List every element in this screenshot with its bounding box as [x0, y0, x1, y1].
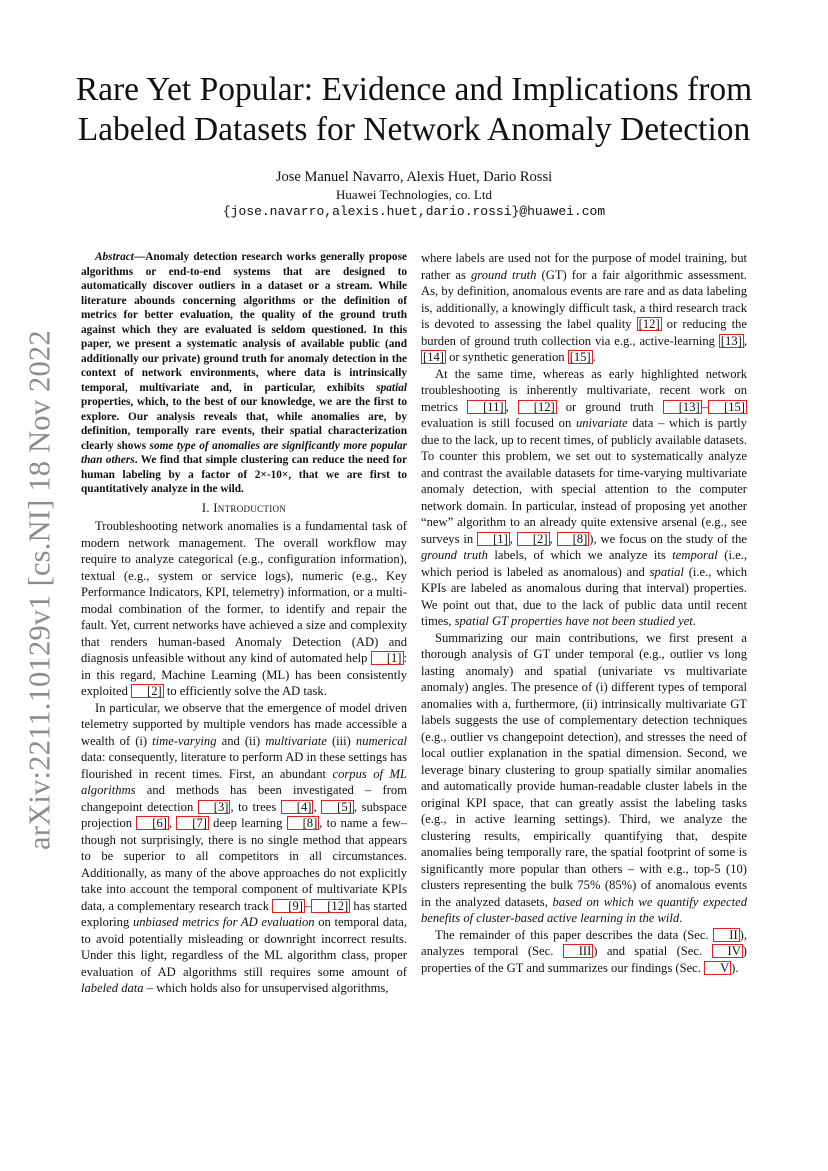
intro-paragraph-6 — [421, 927, 747, 977]
body-text: , — [549, 531, 557, 546]
citation-link[interactable]: [5] — [321, 800, 354, 814]
body-text: , — [509, 531, 517, 546]
emphasis: unbiased metrics for AD evaluation — [132, 915, 315, 929]
body-text: , — [743, 333, 747, 348]
abstract-lead: Abstract — [95, 251, 134, 263]
body-text: data: consequently, literature to perform AD in these settings has flourished in recent times. First, an abundant — [81, 750, 407, 781]
body-text: . — [679, 911, 683, 925]
emphasis: univariate — [575, 416, 628, 430]
intro-paragraph-2 — [81, 700, 407, 997]
left-column — [81, 250, 407, 997]
citation-link[interactable]: [2] — [517, 532, 550, 546]
abstract-emphasis: some type of anomalies are significantly more popular than others — [81, 439, 407, 466]
citation-link[interactable]: [8] — [287, 816, 320, 830]
citation-link[interactable]: [3] — [198, 800, 231, 814]
section-reference-link[interactable]: V — [704, 961, 731, 975]
section-reference-link[interactable]: IV — [712, 944, 743, 958]
body-text: (i.e., which KPIs are labeled as anomalous during that interval) properties. We point out that, due to the lack of public data until recent times, — [421, 564, 747, 628]
arxiv-identifier[interactable]: arXiv:2211.10129v1 [cs.NI] 18 Nov 2022 — [22, 330, 57, 850]
citation-link[interactable]: [13] — [720, 333, 742, 348]
affiliation: Huawei Technologies, co. Ltd — [336, 187, 492, 202]
section-title: Introduction — [213, 500, 287, 515]
body-text: and methods has been investigated – from changepoint detection — [81, 783, 407, 814]
emphasis: ground truth — [421, 548, 488, 562]
intro-paragraph-1 — [81, 518, 407, 700]
abstract-text: —Anomaly detection research works generally propose algorithms or end-to-end systems that are designed to automatically discover outliers in a dataset or a stream. While literature abounds concerning algorithms or the definition of metrics for better evaluation, the quality of the ground truth against which they are evaluated is seldom questioned. In this paper, we present a systematic analysis of available public (and additionally our private) ground truth for anomaly detection in the context of network environments, where data is intrinsically temporal, multivariate and, in particular, exhibits — [81, 251, 407, 394]
body-text: – — [701, 399, 709, 414]
title-line-1: Rare Yet Popular: Evidence and Implications from — [75, 71, 753, 108]
abstract-text: properties, which, to the best of our knowledge, we are the first to explore. Our analysis reveals that, while anomalies are, by definition, temporally rare events, their spatial characterization clearly shows — [81, 396, 407, 452]
body-text: ), analyzes temporal (Sec. — [421, 927, 747, 958]
body-text: ) and spatial (Sec. — [593, 944, 712, 958]
emphasis: ground truth — [471, 267, 537, 282]
body-text: , — [313, 799, 322, 814]
emphasis: time-varying — [152, 733, 217, 748]
body-text: and (ii) — [216, 733, 266, 748]
body-text: data – which is partly due to the lack, up to recent times, of publicly available datasets. To counter this problem, we set out to systematically analyze and contrast the available datasets for time-varying multivariate anomaly detection, with special attention to the computer network domain. In particular, instead of proposing yet another “new” algorithm to an already quite extensive arsenal (e.g., see surveys in — [421, 416, 747, 546]
section-reference-link[interactable]: II — [713, 928, 739, 942]
body-text: ) properties of the GT and summarizes our findings (Sec. — [421, 944, 747, 975]
arxiv-identifier-margin — [22, 330, 58, 850]
citation-link[interactable]: [14] — [423, 350, 444, 364]
citation-link[interactable]: [7] — [176, 816, 209, 830]
emphasis: temporal — [672, 548, 718, 562]
body-text: , — [168, 816, 177, 830]
body-text: (iii) — [326, 733, 356, 748]
body-text: ). — [731, 960, 739, 975]
right-column — [421, 250, 747, 976]
body-text: , to trees — [230, 799, 281, 814]
body-text: , subspace projection — [81, 799, 408, 830]
section-reference-link[interactable]: III — [563, 944, 594, 958]
citation-link[interactable]: [15] — [708, 400, 747, 414]
abstract — [81, 250, 407, 497]
emphasis: spatial — [649, 564, 684, 579]
citation-link[interactable]: [13] — [663, 400, 702, 414]
body-text: deep learning — [208, 816, 287, 830]
emphasis: spatial GT properties have not been studied yet — [454, 614, 693, 628]
emphasis: multivariate — [265, 733, 327, 748]
title-line-2: Labeled Datasets for Network Anomaly Detection — [77, 111, 751, 148]
body-text: ), we focus on the study of the — [589, 531, 748, 546]
intro-paragraph-4 — [421, 366, 747, 630]
body-text: . — [692, 614, 696, 628]
section-heading-introduction — [81, 500, 407, 517]
body-text: or synthetic generation — [445, 350, 568, 364]
emphasis: labeled data — [81, 981, 144, 995]
intro-paragraph-3 — [421, 250, 747, 366]
abstract-emphasis: spatial — [376, 381, 407, 394]
abstract-text: . We find that simple clustering can reduce the need for human labeling by a factor of 2×-10×, that we are first to quantitatively analyze in the wild. — [81, 454, 407, 495]
citation-link[interactable]: [8] — [557, 532, 590, 546]
section-number: I. — [201, 500, 210, 515]
body-text: where labels are used not for the purpose of model training, but rather as — [421, 251, 747, 282]
citation-link[interactable]: [9] — [272, 899, 305, 913]
emphasis: numerical — [355, 733, 407, 748]
body-text: evaluation is still focused on — [421, 416, 576, 430]
citation-link[interactable]: [11] — [467, 400, 506, 414]
citation-link[interactable]: [4] — [281, 800, 314, 814]
body-text: , to name a few– though not surprisingly, there is no single method that appears to be superior to all competitors in all circumstances. Additionally, as many of the above approaches do not explicitly take into account the temporal component of multivariate KPIs data, a complementary research track — [81, 816, 408, 913]
emphasis: based on which we quantify expected benefits of cluster-based active learning in the wild — [421, 894, 747, 925]
author-emails: {jose.navarro,alexis.huet,dario.rossi}@huawei.com — [222, 204, 606, 219]
author-list: Jose Manuel Navarro, Alexis Huet, Dario Rossi — [275, 169, 553, 185]
intro-paragraph-5 — [421, 630, 747, 927]
citation-link[interactable]: [12] — [518, 400, 557, 414]
citation-link[interactable]: [15] — [569, 350, 591, 364]
body-text: : in this regard, Machine Learning (ML) has been consistently exploited — [81, 651, 407, 698]
body-text: or reducing the burden of ground truth collection via e.g., active-learning — [421, 317, 747, 348]
citation-link[interactable]: [12] — [311, 899, 350, 913]
body-text: – — [304, 898, 312, 913]
citation-link[interactable]: [1] — [371, 651, 404, 665]
body-text: or ground truth — [556, 399, 663, 414]
citation-link[interactable]: [2] — [131, 684, 164, 698]
body-text: The remainder of this paper describes the data (Sec. — [435, 927, 714, 942]
body-text: has started exploring — [81, 898, 407, 929]
body-text: Troubleshooting network anomalies is a fundamental task of modern network management. The overall workflow may require to analyze categorical (e.g., configuration information), textual (e.g., system or service logs), numeric (e.g., Key Performance Indicators, KPI, telemetry) information, or a multi-modal combination of the former, to identify and repair the fault. Yet, current networks have achieved a size and complexity that renders human-based Anomaly Detection (AD) and diagnosis unfeasible without any kind of automated help — [81, 519, 407, 665]
body-text: (i.e., which period is labeled as anomalous) and — [421, 548, 747, 579]
emphasis: corpus of ML algorithms — [81, 766, 407, 797]
body-text: (GT) for a fair algorithmic assessment. As, by definition, anomalous events are rare and as data labeling is, additionally, a knowingly difficult task, a third research track is devoted to assessing the label quality — [421, 267, 747, 331]
body-text: , — [505, 399, 518, 414]
body-text: labels, of which we analyze its — [487, 548, 673, 562]
body-text: At the same time, whereas as early highlighted network troubleshooting is inherently multivariate, recent work on metrics — [421, 366, 747, 414]
body-text: In particular, we observe that the emergence of model driven telemetry supported by multiple vendors has made accessible a wealth of (i) — [81, 700, 407, 748]
body-text: – which holds also for unsupervised algorithms, — [143, 981, 389, 995]
citation-link[interactable]: [1] — [477, 532, 510, 546]
body-text: Summarizing our main contributions, we first present a thorough analysis of GT under temporal (e.g., outlier vs long lasting anomaly) and spatial (univariate vs multivariate anomaly) angles. The presence of (i) different types of temporal anomalies with a, furthermore, (ii) intrinsically multivariate GT labels suggests the use of complementary detection techniques (e.g., outlier vs changepoint detection), and stresses the need of local outlier explanation in the spatial dimension. Second, we leverage binary clustering to group spatially similar anomalies and automatically provide human-readable cluster labels in the original KPI space, that can greatly assist the labeling tasks (e.g., in active learning settings). Third, we analyze the clustering results, empirically quantifying that, despite anomalies being temporally rare, the spatial footprint of some is significantly more popular than others – with e.g., top-5 (10) clusters representing the bulk 75% (85%) of anomalous events in the analyzed datasets, — [421, 630, 747, 909]
citation-link[interactable]: [6] — [136, 816, 169, 830]
body-text: on temporal data, to avoid potentially misleading or downright incorrect results. Under this light, regardless of the ML algorithm class, proper evaluation of AD algorithms still requires some amount of — [81, 915, 407, 979]
paper-title — [40, 70, 788, 150]
body-text: . — [592, 350, 596, 364]
body-text: to efficiently solve the AD task. — [163, 684, 327, 698]
citation-link[interactable]: [12] — [638, 317, 660, 331]
